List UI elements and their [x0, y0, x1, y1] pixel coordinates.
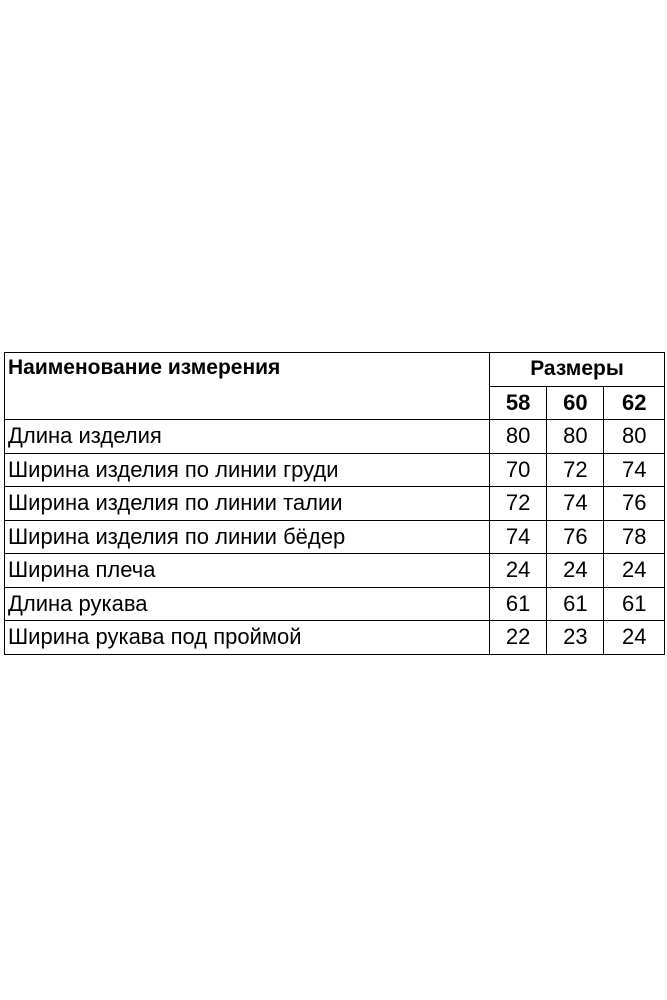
row-label: Длина рукава: [5, 587, 490, 621]
row-label: Ширина изделия по линии груди: [5, 453, 490, 487]
row-value: 61: [604, 587, 665, 621]
table-row: [5, 453, 665, 487]
row-value: 70: [489, 453, 546, 487]
row-value: 78: [604, 520, 665, 554]
row-value: 74: [547, 487, 604, 521]
row-value: 24: [604, 621, 665, 655]
size-header-60: 60: [547, 386, 604, 420]
row-value: 61: [547, 587, 604, 621]
row-value: 74: [489, 520, 546, 554]
table-row: [5, 487, 665, 521]
row-value: 76: [547, 520, 604, 554]
row-value: 61: [489, 587, 546, 621]
row-value: 76: [604, 487, 665, 521]
row-label: Ширина изделия по линии бёдер: [5, 520, 490, 554]
sizes-column-header: Размеры: [489, 353, 664, 387]
size-header-62: 62: [604, 386, 665, 420]
measurement-column-header: Наименование измерения: [5, 353, 490, 420]
table-row: [5, 420, 665, 454]
row-label: Ширина плеча: [5, 554, 490, 588]
row-value: 24: [604, 554, 665, 588]
row-value: 72: [489, 487, 546, 521]
row-value: 80: [604, 420, 665, 454]
row-value: 80: [547, 420, 604, 454]
table-header-row: [5, 353, 665, 387]
row-value: 24: [489, 554, 546, 588]
table-row: [5, 621, 665, 655]
row-value: 22: [489, 621, 546, 655]
row-value: 24: [547, 554, 604, 588]
table-row: [5, 520, 665, 554]
size-table: [4, 352, 665, 655]
row-label: Длина изделия: [5, 420, 490, 454]
table-row: [5, 587, 665, 621]
row-value: 72: [547, 453, 604, 487]
size-header-58: 58: [489, 386, 546, 420]
row-value: 80: [489, 420, 546, 454]
row-value: 74: [604, 453, 665, 487]
row-label: Ширина рукава под проймой: [5, 621, 490, 655]
row-value: 23: [547, 621, 604, 655]
row-label: Ширина изделия по линии талии: [5, 487, 490, 521]
table-row: [5, 554, 665, 588]
